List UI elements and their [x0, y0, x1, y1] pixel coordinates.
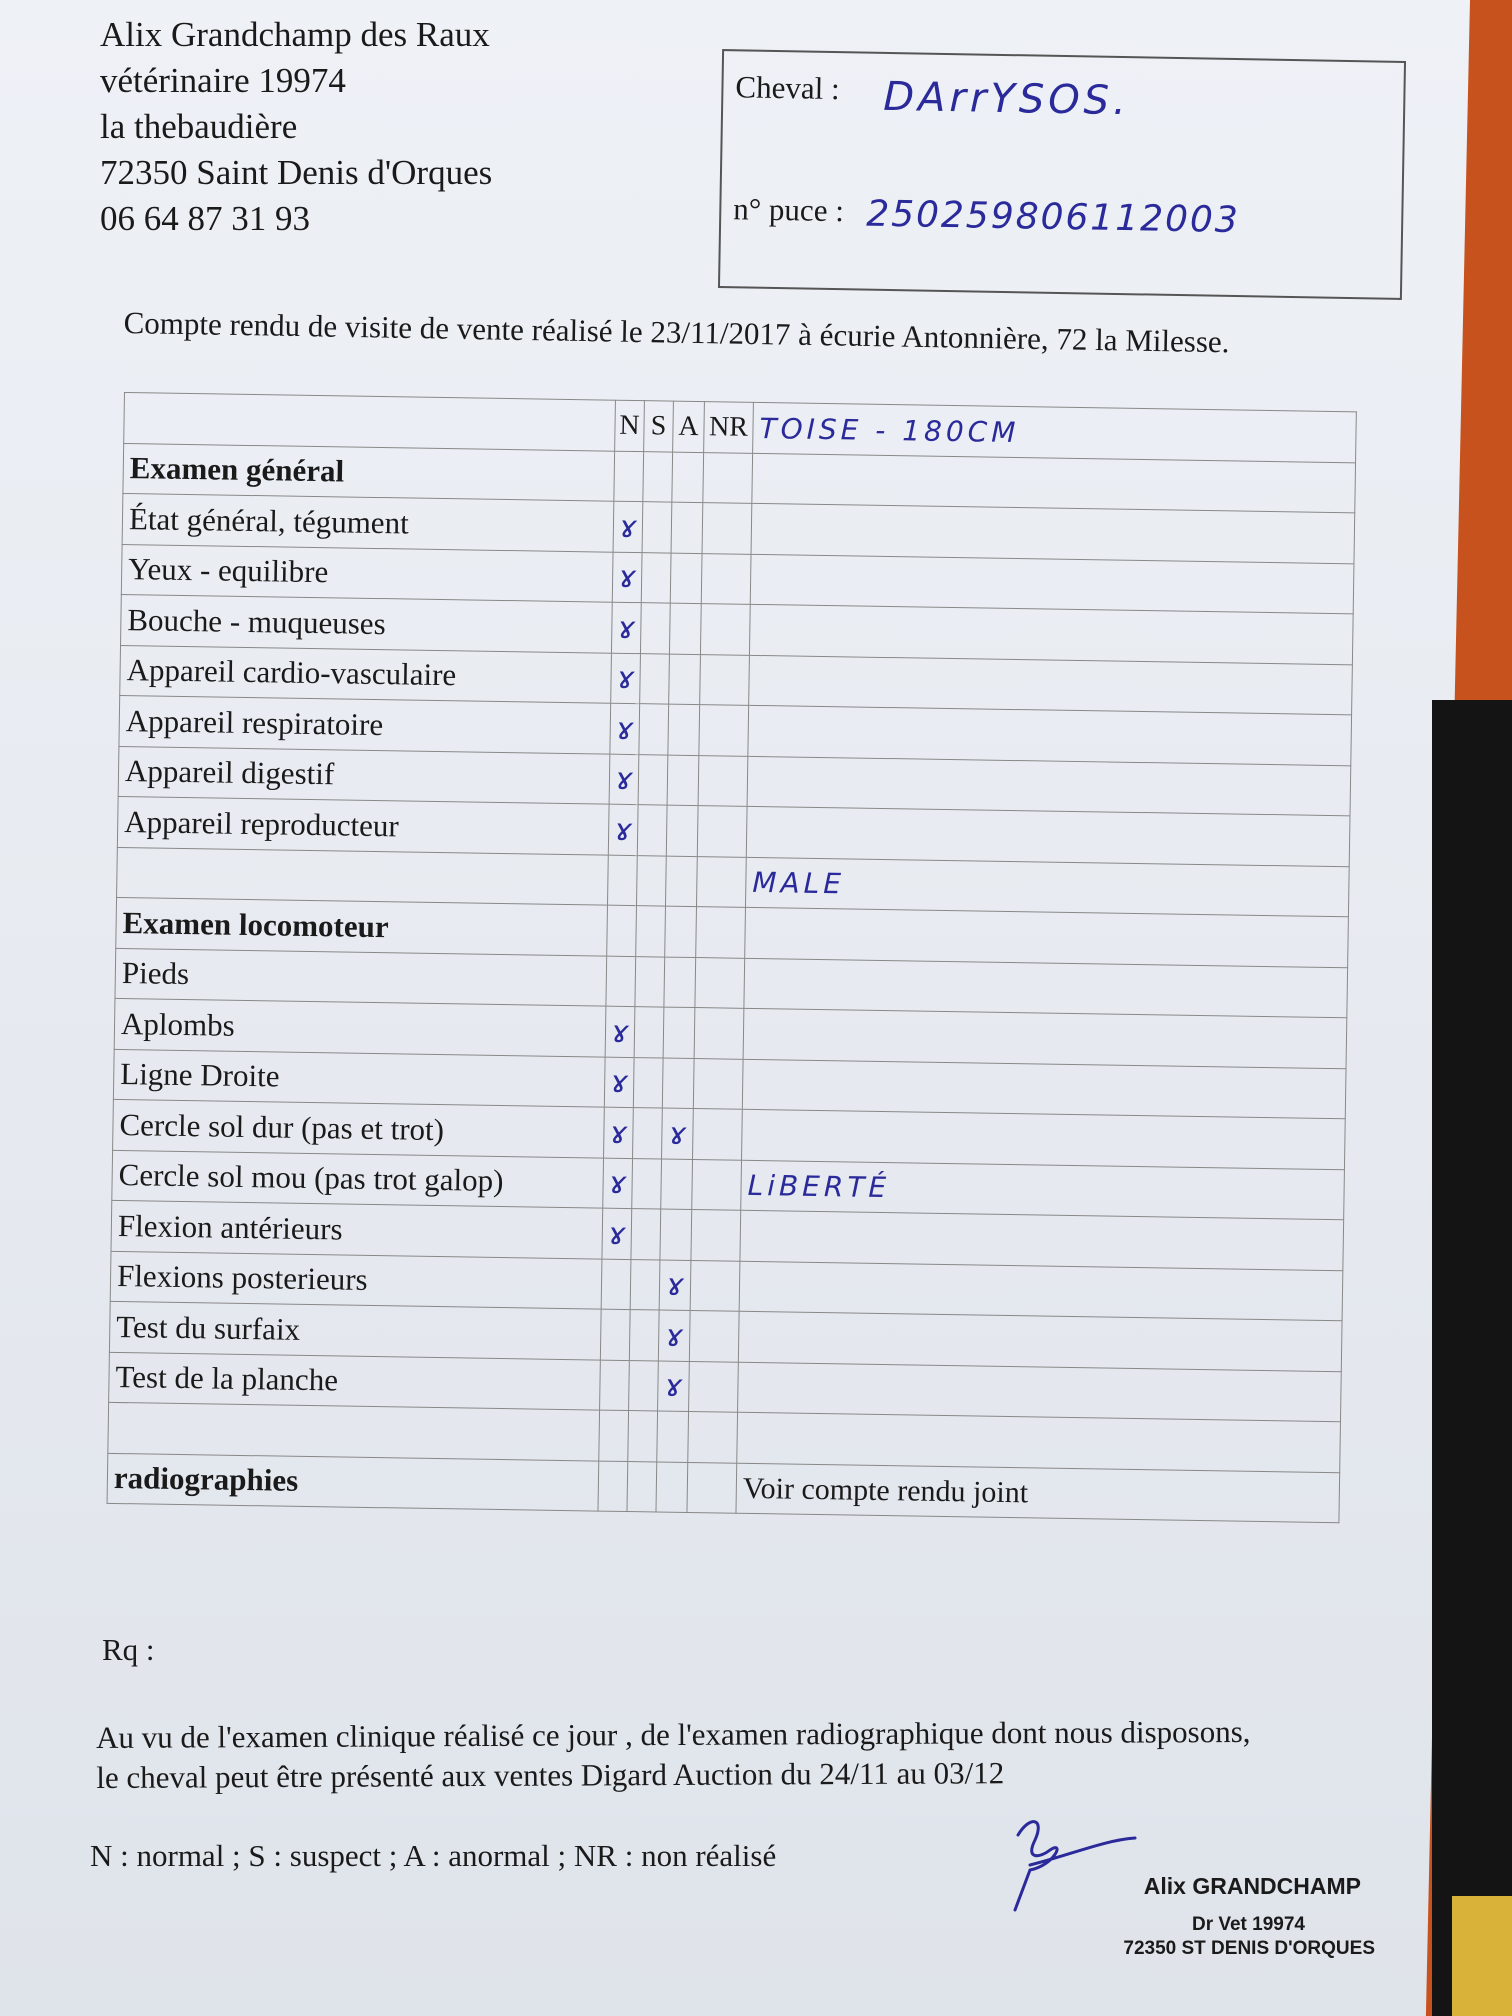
row-label [117, 847, 609, 905]
mark-cell-a [662, 1108, 694, 1159]
mark-cell-nr [701, 553, 751, 604]
check-mark: ɤ [617, 560, 637, 596]
header-note: TOISE - 180CM [759, 411, 1020, 449]
dark-background [1432, 700, 1512, 2016]
row-label: Yeux - equilibre [121, 544, 613, 602]
mark-cell-n [605, 1006, 635, 1057]
mark-cell-nr [694, 1008, 744, 1059]
mark-cell-nr [699, 705, 749, 756]
header-label-cell [124, 393, 616, 451]
mark-cell-n [599, 1410, 629, 1461]
exam-table [107, 392, 1357, 1523]
vet-phone: 06 64 87 31 93 [100, 199, 310, 238]
check-mark: ɤ [608, 1165, 627, 1202]
mark-cell-a [666, 805, 698, 856]
mark-cell-nr [687, 1462, 737, 1513]
mark-cell-n [600, 1360, 630, 1411]
check-mark: ɤ [615, 711, 634, 747]
mark-cell-s [633, 1108, 663, 1159]
mark-cell-n [607, 905, 637, 956]
check-mark: ɤ [610, 1014, 630, 1050]
mark-cell-s [632, 1158, 662, 1209]
check-mark: ɤ [610, 1064, 629, 1101]
mark-cell-a [665, 856, 697, 907]
mark-cell-a [669, 603, 701, 654]
puce-label: n° puce : [733, 191, 845, 229]
mark-cell-nr [688, 1411, 738, 1462]
mark-cell-s [627, 1461, 657, 1512]
mark-cell-n [606, 956, 636, 1007]
cheval-value: DArrYSOS. [882, 73, 1131, 125]
mark-cell-n [612, 552, 642, 603]
stamp-title: Dr Vet 19974 [1191, 1914, 1305, 1935]
row-label: Appareil cardio-vasculaire [120, 645, 612, 703]
mark-cell-a [665, 906, 697, 957]
mark-cell-n [603, 1158, 633, 1209]
row-label: Pieds [115, 948, 607, 1006]
mark-cell-a [656, 1462, 688, 1513]
row-label: radiographies [107, 1453, 599, 1511]
mark-cell-a [670, 553, 702, 604]
mark-cell-s [629, 1310, 659, 1361]
mark-cell-a [663, 1007, 695, 1058]
row-label: Flexions posterieurs [110, 1251, 602, 1309]
mark-cell-n [608, 804, 638, 855]
stamp-address: 72350 ST DENIS D'ORQUES [1123, 1938, 1375, 1959]
mark-cell-nr [696, 907, 746, 958]
check-mark: ɤ [616, 661, 635, 697]
mark-cell-n [609, 754, 639, 805]
mark-cell-nr [697, 806, 747, 857]
mark-cell-s [634, 1007, 664, 1058]
mark-cell-a [658, 1310, 690, 1361]
mark-cell-n [613, 501, 643, 552]
mark-cell-n [611, 653, 641, 704]
mark-cell-n [600, 1309, 630, 1360]
mark-cell-s [628, 1411, 658, 1462]
row-label: Cercle sol mou (pas trot galop) [112, 1150, 604, 1208]
row-label: Appareil respiratoire [119, 695, 611, 753]
horse-info-box [718, 49, 1406, 300]
check-mark: ɤ [665, 1267, 685, 1304]
check-mark: ɤ [665, 1318, 684, 1354]
mark-cell-nr [700, 654, 750, 705]
mark-cell-a [669, 654, 701, 705]
mark-cell-s [630, 1259, 660, 1310]
remark-text: MALE [752, 866, 846, 901]
check-mark: ɤ [618, 509, 638, 545]
mark-cell-nr [700, 604, 750, 655]
mark-cell-s [635, 956, 665, 1007]
row-label: Aplombs [114, 998, 606, 1056]
mark-cell-s [631, 1209, 661, 1260]
mark-cell-a [664, 957, 696, 1008]
column-header-n: N [615, 400, 645, 451]
check-mark: ɤ [613, 812, 633, 848]
row-label: Examen général [123, 443, 615, 501]
mark-cell-s [640, 603, 670, 654]
mark-cell-s [636, 906, 666, 957]
check-mark: ɤ [617, 610, 636, 646]
row-label: Ligne Droite [113, 1049, 605, 1107]
mark-cell-a [660, 1209, 692, 1260]
mark-cell-a [667, 755, 699, 806]
mark-cell-a [672, 452, 704, 503]
legend-text: N : normal ; S : suspect ; A : anormal ; NR : non réalisé [90, 1838, 777, 1873]
mark-cell-nr [689, 1361, 739, 1412]
row-label: Appareil reproducteur [117, 796, 609, 854]
check-mark: ɤ [664, 1368, 683, 1405]
check-mark: ɤ [607, 1216, 627, 1252]
mark-cell-nr [693, 1058, 743, 1109]
mark-cell-n [611, 602, 641, 653]
check-mark: ɤ [609, 1115, 628, 1151]
mark-cell-nr [698, 755, 748, 806]
row-label: État général, tégument [122, 493, 614, 551]
mark-cell-nr [696, 856, 746, 907]
mark-cell-n [604, 1057, 634, 1108]
mark-cell-nr [703, 452, 753, 503]
mark-cell-s [637, 805, 667, 856]
mark-cell-nr [692, 1159, 742, 1210]
mark-cell-n [602, 1208, 632, 1259]
mark-cell-n [601, 1259, 631, 1310]
vet-stamp [1085, 1873, 1375, 1960]
mark-cell-n [607, 855, 637, 906]
mark-cell-s [636, 855, 666, 906]
mark-cell-a [662, 1058, 694, 1109]
mark-cell-a [658, 1361, 690, 1412]
row-label: Appareil digestif [118, 746, 610, 804]
cheval-label: Cheval : [735, 69, 840, 107]
mark-cell-s [629, 1360, 659, 1411]
row-label: Test du surfaix [109, 1301, 601, 1359]
mark-cell-n [598, 1461, 628, 1512]
mark-cell-s [642, 502, 672, 553]
mark-cell-s [640, 653, 670, 704]
mark-cell-nr [695, 957, 745, 1008]
vet-address-line1: la thebaudière [100, 107, 298, 146]
column-header-s: S [644, 401, 674, 452]
stamp-name: Alix GRANDCHAMP [1143, 1873, 1361, 1899]
mark-cell-a [671, 502, 703, 553]
mark-cell-s [643, 451, 673, 502]
row-label: Bouche - muqueuses [121, 594, 613, 652]
mark-cell-nr [690, 1260, 740, 1311]
mark-cell-a [657, 1411, 689, 1462]
mark-cell-a [659, 1260, 691, 1311]
vet-address-line2: 72350 Saint Denis d'Orques [100, 153, 493, 192]
mark-cell-s [639, 704, 669, 755]
row-remark [736, 1463, 1340, 1523]
report-line: Compte rendu de visite de vente réalisé le 23/11/2017 à écurie Antonnière, 72 la Milesse. [123, 305, 1230, 360]
row-label: Flexion antérieurs [111, 1200, 603, 1258]
vet-title: vétérinaire 19974 [100, 61, 346, 100]
remark-text: LiBERTÉ [747, 1169, 891, 1205]
row-label: Cercle sol dur (pas et trot) [113, 1099, 605, 1157]
row-label [108, 1402, 600, 1460]
mark-cell-s [641, 552, 671, 603]
mark-cell-nr [691, 1210, 741, 1261]
yellow-object [1452, 1896, 1512, 2016]
row-label: Test de la planche [109, 1352, 601, 1410]
row-label: Examen locomoteur [116, 897, 608, 955]
mark-cell-nr [689, 1311, 739, 1362]
mark-cell-nr [693, 1109, 743, 1160]
mark-cell-s [638, 754, 668, 805]
mark-cell-a [661, 1159, 693, 1210]
check-mark: ɤ [668, 1116, 687, 1152]
column-header-a: A [673, 401, 705, 452]
mark-cell-nr [702, 503, 752, 554]
remark-text: Voir compte rendu joint [742, 1472, 1029, 1510]
mark-cell-n [610, 703, 640, 754]
check-mark: ɤ [614, 762, 634, 798]
puce-value: 250259806112003 [865, 193, 1241, 242]
mark-cell-n [614, 451, 644, 502]
rq-label: Rq : [102, 1632, 155, 1667]
vet-header [100, 12, 492, 242]
column-header-nr: NR [704, 402, 754, 453]
mark-cell-s [633, 1057, 663, 1108]
mark-cell-a [668, 704, 700, 755]
conclusion-text: Au vu de l'examen clinique réalisé ce jour , de l'examen radiographique dont nous disposons, le cheval peut être présenté aux ventes Digard Auction du 24/11 au 03/12 [96, 1713, 1251, 1795]
vet-name: Alix Grandchamp des Raux [100, 15, 490, 54]
mark-cell-n [604, 1107, 634, 1158]
